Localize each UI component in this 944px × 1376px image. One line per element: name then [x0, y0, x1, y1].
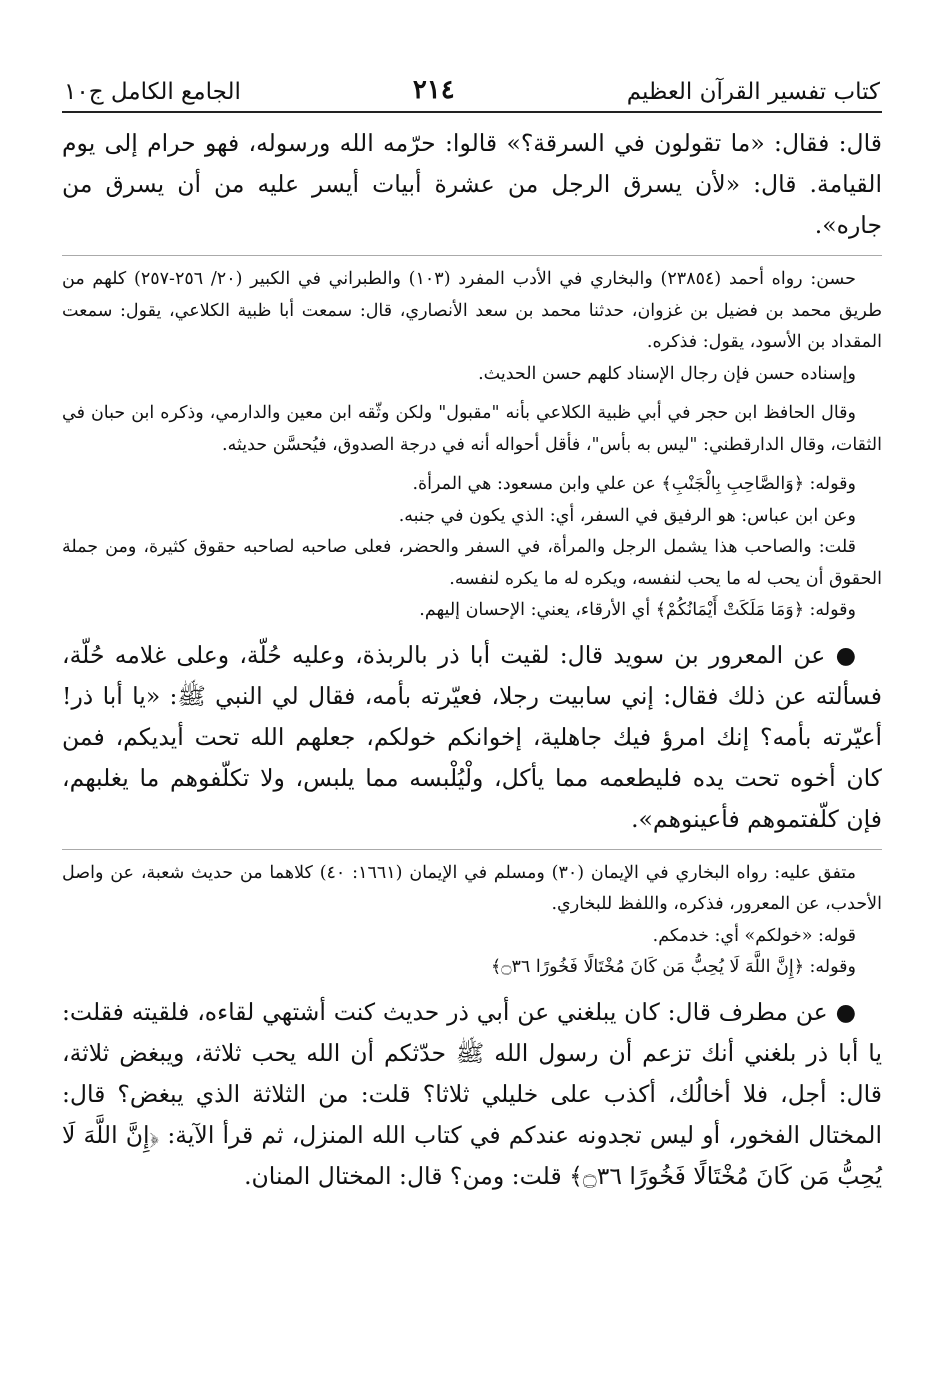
author-comment: قلت: والصاحب هذا يشمل الرجل والمرأة، في السفر والحضر، فعلى صاحبه لصاحبه حقوق كثيرة، ومن جملة الحقوق أن يحب له ما يحب لنفسه، ويكره له ما يكره لنفسه. — [62, 537, 882, 589]
page-header — [62, 55, 882, 113]
tafsir-ibn-abbas: وعن ابن عباس: هو الرفيق في السفر، أي: الذي يكون في جنبه. — [398, 505, 856, 526]
takhrij-muttafaq: متفق عليه: رواه البخاري في الإيمان (٣٠) ومسلم في الإيمان (١٦٦١: ٤٠) كلاهما من حديث شعبة، عن واصل الأحدب، عن المعرور، فذكره، واللفظ للبخاري. — [62, 862, 882, 914]
narrator-assessment: وقال الحافظ ابن حجر في أبي ظبية الكلاعي بأنه "مقبول" ولكن وثّقه ابن معين والدارمي، وذكره ابن حبان في الثقات، وقال الدارقطني: "ليس به بأس"، فأقل أحواله أنه في درجة الصدوق، فيُحسَّن حديثه. — [62, 403, 882, 455]
page-number: ٢١٤ — [412, 75, 455, 105]
volume-label: الجامع الكامل ج١٠ — [64, 79, 241, 105]
divider — [62, 849, 882, 850]
tafsir-companion: وقوله: ﴿وَالصَّاحِبِ بِالْجَنْبِ﴾ عن علي وابن مسعود: هي المرأة. — [412, 474, 856, 494]
hadith-mutarrif: ● عن مطرف قال: كان يبلغني عن أبي ذر حديث كنت أشتهي لقاءه، فلقيته فقلت: يا أبا ذر بلغني أنك تزعم أن رسول الله ﷺ حدّثكم أن الله يحب ثلاثة، ويبغض ثلاثة، قال: أجل، فلا أخالُك، أكذب على خليلي ثلاثا؟ قلت: من الثلاثة الذي يبغض؟ قال: المختال الفخور، أو ليس تجدونه عندكم في كتاب الله المنزل، ثم قرأ الآية: ﴿إِنَّ اللَّهَ لَا يُحِبُّ مَن كَانَ مُخْتَالًا فَخُورًا ۝٣٦﴾ قلت: ومن؟ قال: المختال المنان. — [62, 997, 882, 1190]
word-explanation: قوله: «خولكم» أي: خدمكم. — [652, 925, 856, 946]
hadith-text-continued: قال: فقال: «ما تقولون في السرقة؟» قالوا: حرّمه الله ورسوله، فهو حرام إلى يوم القيامة. قال: «لأن يسرق الرجل من عشرة أبيات أيسر عليه من أن يسرق من جاره». — [62, 129, 882, 239]
isnad-grading: وإسناده حسن فإن رجال الإسناد كلهم حسن الحديث. — [478, 363, 856, 384]
tafsir-right-hands: وقوله: ﴿وَمَا مَلَكَتْ أَيْمَانُكُمْ﴾ أي الأرقاء، يعني: الإحسان إليهم. — [419, 600, 856, 620]
takhrij-paragraph: حسن: رواه أحمد (٢٣٨٥٤) والبخاري في الأدب المفرد (١٠٣) والطبراني في الكبير (٢٠/ ٢٥٦-٢٥٧) كلهم من طريق محمد بن فضيل بن غزوان، حدثنا محمد بن سعد الأنصاري، قال: سمعت أبا ظبية الكلاعي، يقول: سمعت المقداد بن الأسود، يقول: فذكره. — [62, 269, 882, 352]
divider — [62, 255, 882, 256]
hadith-abu-dhar: ● عن المعرور بن سويد قال: لقيت أبا ذر بالربذة، وعليه حُلّة، وعلى غلامه حُلّة، فسألته عن ذلك فقال: إني سابيت رجلا، فعيّرته بأمه، فقال لي النبي ﷺ: «يا أبا ذر! أعيّرته بأمه؟ إنك امرؤ فيك جاهلية، إخوانكم خولكم، جعلهم الله تحت أيديكم، فمن كان أخوه تحت يده فليطعمه مما يأكل، ولْيُلْبسه مما يلبس، ولا تكلّفوهم ما يغلبهم، فإن كلّفتموهم فأعينوهم». — [62, 640, 882, 833]
book-title: كتاب تفسير القرآن العظيم — [626, 79, 880, 105]
verse-quote: وقوله: ﴿إِنَّ اللَّهَ لَا يُحِبُّ مَن كَانَ مُخْتَالًا فَخُورًا ۝٣٦﴾ — [490, 957, 856, 977]
book-page — [62, 55, 882, 1356]
